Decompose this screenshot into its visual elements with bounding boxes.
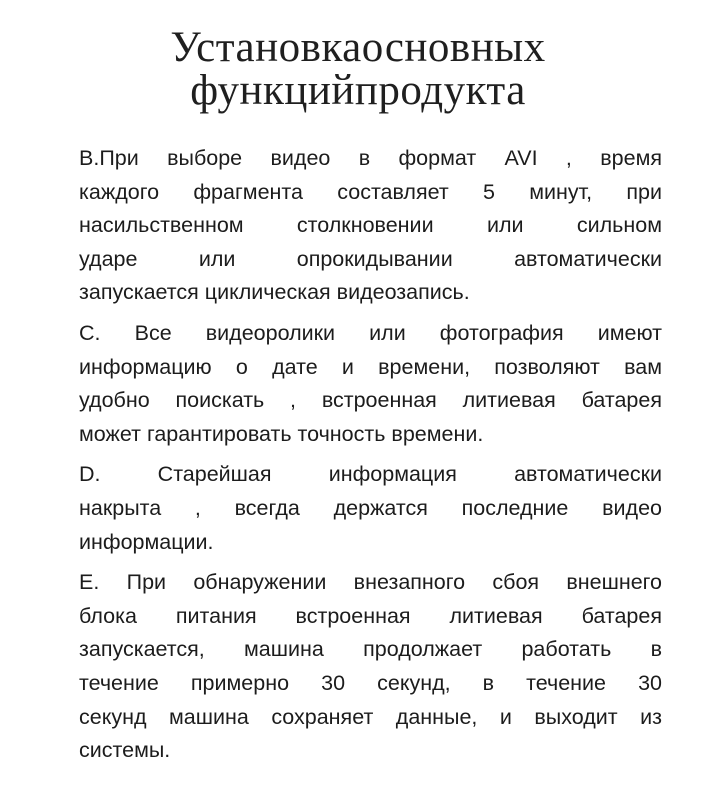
text-line: D. Старейшая информация автоматически — [79, 462, 662, 487]
text-line: C. Все видеоролики или фотография имеют — [79, 320, 662, 345]
text-line: блока питания встроенная литиевая батарея — [79, 603, 662, 628]
text-line: B.При выборе видео в формат AVI , время — [79, 146, 662, 170]
text-line: каждого фрагмента составляет 5 минут, при — [79, 179, 662, 204]
text-line: накрыта , всегда держатся последние видео — [79, 495, 662, 520]
title-line-1: Установкаосновных — [170, 24, 546, 71]
page-title — [0, 26, 716, 112]
text-line: запускается циклическая видеозапись. — [79, 280, 470, 305]
text-line: ударе или опрокидывании автоматически — [79, 246, 662, 271]
text-line: насильственном столкновении или сильном — [79, 213, 662, 238]
features-text — [79, 142, 662, 775]
text-line: системы. — [79, 738, 171, 763]
paragraph-c — [79, 317, 662, 451]
text-line: информации. — [79, 529, 214, 554]
paragraph-b — [79, 142, 662, 310]
text-line: E. При обнаружении внезапного сбоя внешнего — [79, 570, 662, 595]
text-line: течение примерно 30 секунд, в течение 30 — [79, 670, 662, 695]
title-line-2: функцийпродукта — [190, 67, 526, 114]
text-line: секунд машина сохраняет данные, и выходит из — [79, 704, 662, 729]
text-line: может гарантировать точность времени. — [79, 421, 484, 446]
text-line: запускается, машина продолжает работать в — [79, 637, 662, 662]
paragraph-d — [79, 458, 662, 559]
text-line: удобно поискать , встроенная литиевая батарея — [79, 388, 662, 413]
text-line: информацию о дате и времени, позволяют вам — [79, 354, 662, 379]
paragraph-e — [79, 566, 662, 768]
